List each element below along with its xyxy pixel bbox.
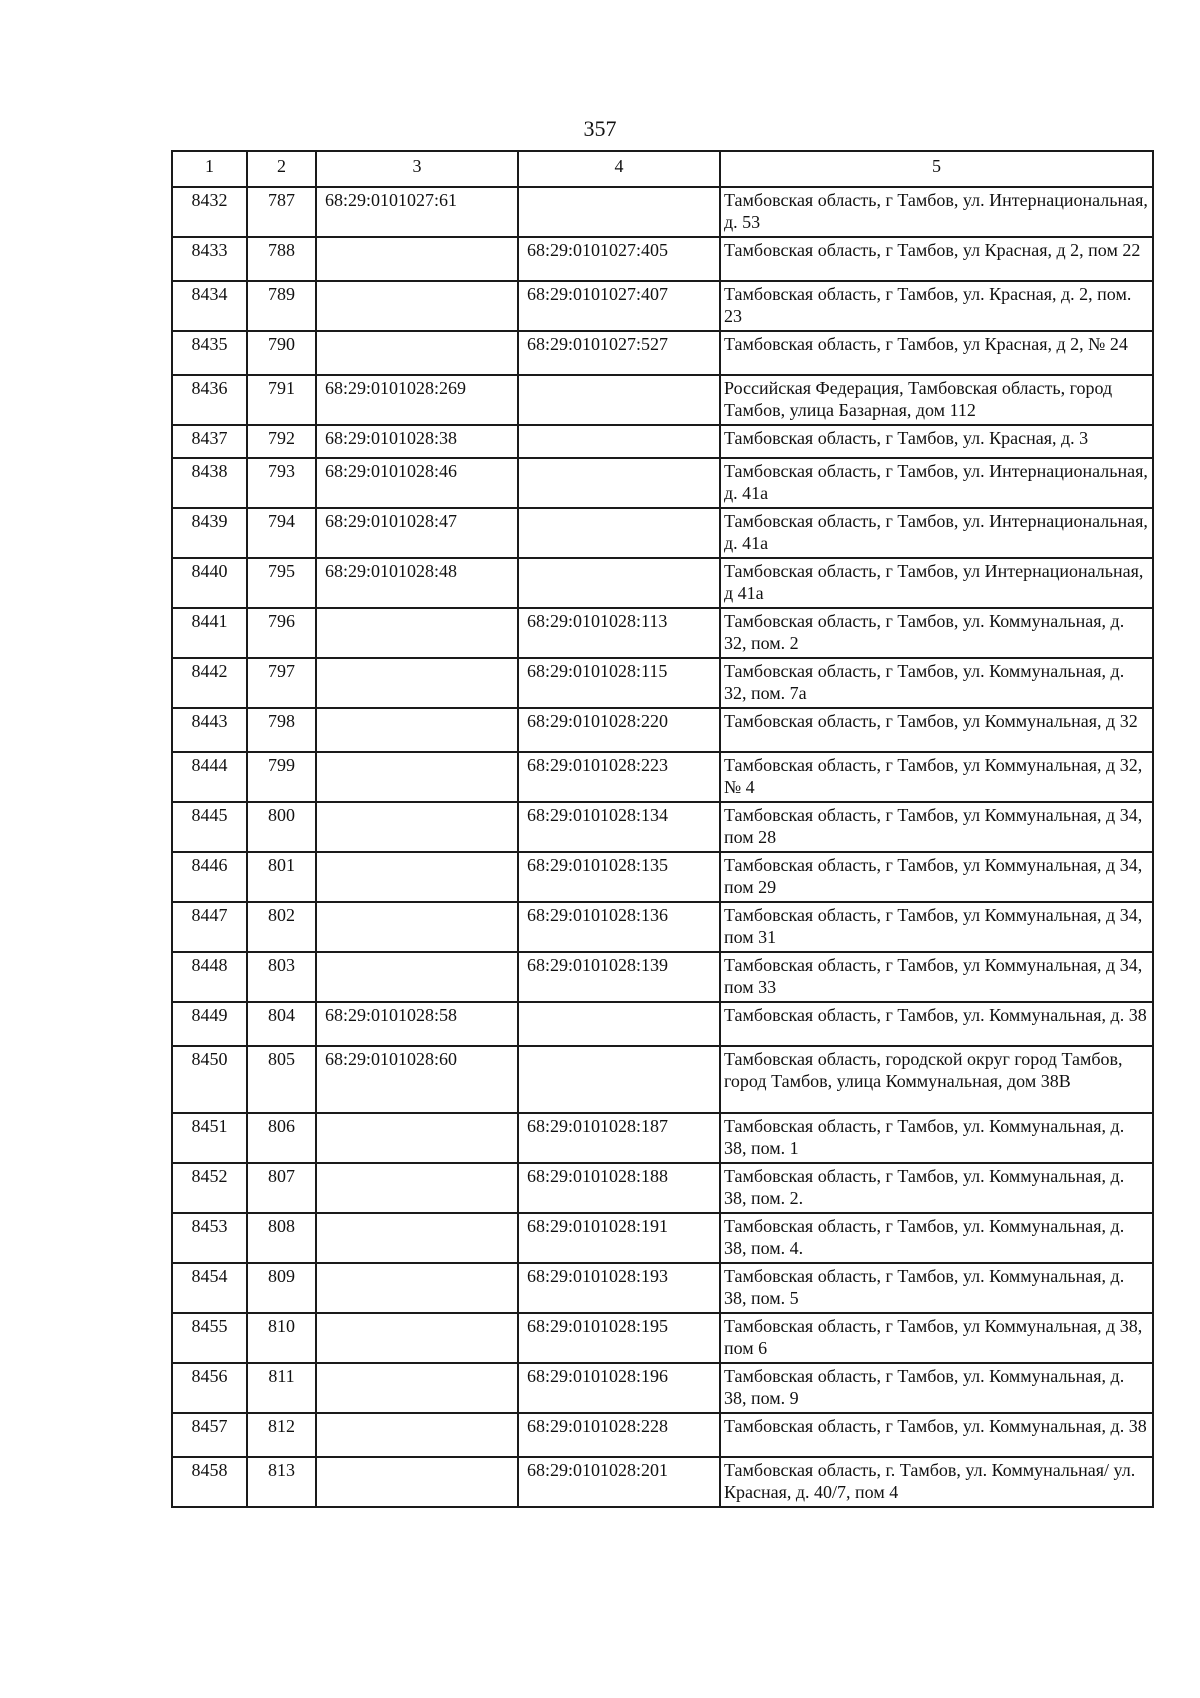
premises-cadastral-number-cell: 68:29:0101028:191 bbox=[518, 1213, 720, 1263]
row-number-cell: 8437 bbox=[172, 425, 247, 458]
premises-cadastral-number-cell bbox=[518, 1002, 720, 1046]
cadastral-number-cell bbox=[316, 1363, 518, 1413]
row-number-cell: 8457 bbox=[172, 1413, 247, 1457]
table-row bbox=[172, 1046, 1153, 1113]
address-cell: Тамбовская область, г Тамбов, ул. Коммунальная, д. 32, пом. 2 bbox=[720, 608, 1153, 658]
row-number-cell: 8451 bbox=[172, 1113, 247, 1163]
row-number-cell: 8443 bbox=[172, 708, 247, 752]
premises-cadastral-number-cell: 68:29:0101027:527 bbox=[518, 331, 720, 375]
premises-cadastral-number-cell: 68:29:0101028:193 bbox=[518, 1263, 720, 1313]
cadastral-number-cell bbox=[316, 281, 518, 331]
column-header: 5 bbox=[720, 151, 1153, 187]
row-number-cell: 8458 bbox=[172, 1457, 247, 1507]
address-cell: Тамбовская область, г Тамбов, ул Коммунальная, д 34, пом 33 bbox=[720, 952, 1153, 1002]
row-subnumber-cell: 788 bbox=[247, 237, 316, 281]
cadastral-number-cell: 68:29:0101028:46 bbox=[316, 458, 518, 508]
premises-cadastral-number-cell: 68:29:0101027:407 bbox=[518, 281, 720, 331]
table-row bbox=[172, 331, 1153, 375]
row-subnumber-cell: 812 bbox=[247, 1413, 316, 1457]
table-row bbox=[172, 852, 1153, 902]
address-cell: Тамбовская область, г Тамбов, ул. Коммунальная, д. 32, пом. 7а bbox=[720, 658, 1153, 708]
row-number-cell: 8446 bbox=[172, 852, 247, 902]
column-header: 3 bbox=[316, 151, 518, 187]
row-subnumber-cell: 806 bbox=[247, 1113, 316, 1163]
table-row bbox=[172, 902, 1153, 952]
cadastral-number-cell bbox=[316, 237, 518, 281]
row-subnumber-cell: 796 bbox=[247, 608, 316, 658]
row-subnumber-cell: 793 bbox=[247, 458, 316, 508]
row-subnumber-cell: 811 bbox=[247, 1363, 316, 1413]
row-subnumber-cell: 809 bbox=[247, 1263, 316, 1313]
table-row bbox=[172, 608, 1153, 658]
address-cell: Тамбовская область, г Тамбов, ул. Красная, д. 3 bbox=[720, 425, 1153, 458]
address-cell: Тамбовская область, г Тамбов, ул. Интернациональная, д. 41а bbox=[720, 458, 1153, 508]
cadastral-number-cell bbox=[316, 1113, 518, 1163]
row-subnumber-cell: 794 bbox=[247, 508, 316, 558]
address-cell: Тамбовская область, г. Тамбов, ул. Коммунальная/ ул. Красная, д. 40/7, пом 4 bbox=[720, 1457, 1153, 1507]
table-row bbox=[172, 1457, 1153, 1507]
premises-cadastral-number-cell: 68:29:0101028:187 bbox=[518, 1113, 720, 1163]
address-cell: Тамбовская область, г Тамбов, ул Коммунальная, д 32, № 4 bbox=[720, 752, 1153, 802]
address-cell: Тамбовская область, г Тамбов, ул Коммунальная, д 34, пом 28 bbox=[720, 802, 1153, 852]
address-cell: Тамбовская область, г Тамбов, ул. Красная, д. 2, пом. 23 bbox=[720, 281, 1153, 331]
premises-cadastral-number-cell: 68:29:0101028:223 bbox=[518, 752, 720, 802]
table-row bbox=[172, 1002, 1153, 1046]
row-number-cell: 8450 bbox=[172, 1046, 247, 1113]
table-row bbox=[172, 508, 1153, 558]
cadastral-number-cell bbox=[316, 1457, 518, 1507]
table-row bbox=[172, 187, 1153, 237]
row-number-cell: 8456 bbox=[172, 1363, 247, 1413]
address-cell: Тамбовская область, г Тамбов, ул. Интернациональная, д. 53 bbox=[720, 187, 1153, 237]
row-number-cell: 8447 bbox=[172, 902, 247, 952]
address-cell: Тамбовская область, г Тамбов, ул. Коммунальная, д. 38, пом. 5 bbox=[720, 1263, 1153, 1313]
row-number-cell: 8438 bbox=[172, 458, 247, 508]
premises-cadastral-number-cell: 68:29:0101028:228 bbox=[518, 1413, 720, 1457]
address-cell: Тамбовская область, г Тамбов, ул Красная, д 2, № 24 bbox=[720, 331, 1153, 375]
row-subnumber-cell: 805 bbox=[247, 1046, 316, 1113]
column-header: 1 bbox=[172, 151, 247, 187]
table-row bbox=[172, 375, 1153, 425]
address-cell: Тамбовская область, г Тамбов, ул. Коммунальная, д. 38, пом. 4. bbox=[720, 1213, 1153, 1263]
row-subnumber-cell: 797 bbox=[247, 658, 316, 708]
table-body bbox=[172, 187, 1153, 1507]
premises-cadastral-number-cell bbox=[518, 458, 720, 508]
cadastral-number-cell: 68:29:0101028:60 bbox=[316, 1046, 518, 1113]
address-cell: Тамбовская область, г Тамбов, ул. Интернациональная, д. 41а bbox=[720, 508, 1153, 558]
cadastral-number-cell: 68:29:0101028:269 bbox=[316, 375, 518, 425]
table-row bbox=[172, 802, 1153, 852]
cadastral-number-cell: 68:29:0101027:61 bbox=[316, 187, 518, 237]
cadastral-number-cell bbox=[316, 852, 518, 902]
row-subnumber-cell: 813 bbox=[247, 1457, 316, 1507]
row-subnumber-cell: 802 bbox=[247, 902, 316, 952]
row-subnumber-cell: 800 bbox=[247, 802, 316, 852]
premises-cadastral-number-cell: 68:29:0101028:201 bbox=[518, 1457, 720, 1507]
cadastral-number-cell: 68:29:0101028:48 bbox=[316, 558, 518, 608]
page-number: 357 bbox=[583, 116, 617, 141]
cadastral-number-cell: 68:29:0101028:58 bbox=[316, 1002, 518, 1046]
premises-cadastral-number-cell: 68:29:0101028:135 bbox=[518, 852, 720, 902]
address-cell: Тамбовская область, г Тамбов, ул Коммунальная, д 32 bbox=[720, 708, 1153, 752]
premises-cadastral-number-cell bbox=[518, 558, 720, 608]
premises-cadastral-number-cell: 68:29:0101028:196 bbox=[518, 1363, 720, 1413]
table-row bbox=[172, 237, 1153, 281]
premises-cadastral-number-cell: 68:29:0101028:139 bbox=[518, 952, 720, 1002]
row-subnumber-cell: 803 bbox=[247, 952, 316, 1002]
address-cell: Российская Федерация, Тамбовская область, город Тамбов, улица Базарная, дом 112 bbox=[720, 375, 1153, 425]
table-row bbox=[172, 1263, 1153, 1313]
cadastral-number-cell bbox=[316, 1163, 518, 1213]
row-subnumber-cell: 810 bbox=[247, 1313, 316, 1363]
row-number-cell: 8439 bbox=[172, 508, 247, 558]
address-cell: Тамбовская область, городской округ город Тамбов, город Тамбов, улица Коммунальная, дом 38В bbox=[720, 1046, 1153, 1113]
cadastral-number-cell bbox=[316, 608, 518, 658]
address-cell: Тамбовская область, г Тамбов, ул Коммунальная, д 38, пом 6 bbox=[720, 1313, 1153, 1363]
column-header: 4 bbox=[518, 151, 720, 187]
table-row bbox=[172, 1363, 1153, 1413]
table-row bbox=[172, 281, 1153, 331]
premises-cadastral-number-cell: 68:29:0101028:115 bbox=[518, 658, 720, 708]
row-subnumber-cell: 789 bbox=[247, 281, 316, 331]
row-subnumber-cell: 790 bbox=[247, 331, 316, 375]
premises-cadastral-number-cell: 68:29:0101028:188 bbox=[518, 1163, 720, 1213]
table-row bbox=[172, 458, 1153, 508]
address-cell: Тамбовская область, г Тамбов, ул. Коммунальная, д. 38 bbox=[720, 1002, 1153, 1046]
premises-cadastral-number-cell: 68:29:0101028:136 bbox=[518, 902, 720, 952]
row-subnumber-cell: 798 bbox=[247, 708, 316, 752]
address-cell: Тамбовская область, г Тамбов, ул. Коммунальная, д. 38, пом. 2. bbox=[720, 1163, 1153, 1213]
premises-cadastral-number-cell bbox=[518, 1046, 720, 1113]
row-subnumber-cell: 799 bbox=[247, 752, 316, 802]
address-cell: Тамбовская область, г Тамбов, ул Красная, д 2, пом 22 bbox=[720, 237, 1153, 281]
row-subnumber-cell: 791 bbox=[247, 375, 316, 425]
table-row bbox=[172, 558, 1153, 608]
row-number-cell: 8435 bbox=[172, 331, 247, 375]
cadastral-number-cell bbox=[316, 708, 518, 752]
column-header: 2 bbox=[247, 151, 316, 187]
row-number-cell: 8454 bbox=[172, 1263, 247, 1313]
table-row bbox=[172, 1413, 1153, 1457]
table-row bbox=[172, 708, 1153, 752]
table-row bbox=[172, 425, 1153, 458]
row-number-cell: 8442 bbox=[172, 658, 247, 708]
row-number-cell: 8440 bbox=[172, 558, 247, 608]
premises-cadastral-number-cell: 68:29:0101028:113 bbox=[518, 608, 720, 658]
cadastral-number-cell bbox=[316, 1263, 518, 1313]
row-number-cell: 8433 bbox=[172, 237, 247, 281]
table-row bbox=[172, 1113, 1153, 1163]
premises-cadastral-number-cell bbox=[518, 375, 720, 425]
table-row bbox=[172, 752, 1153, 802]
table-row bbox=[172, 1313, 1153, 1363]
address-cell: Тамбовская область, г Тамбов, ул Коммунальная, д 34, пом 29 bbox=[720, 852, 1153, 902]
row-number-cell: 8432 bbox=[172, 187, 247, 237]
table-header-row bbox=[172, 151, 1153, 187]
row-number-cell: 8453 bbox=[172, 1213, 247, 1263]
premises-cadastral-number-cell bbox=[518, 187, 720, 237]
premises-cadastral-number-cell: 68:29:0101027:405 bbox=[518, 237, 720, 281]
row-subnumber-cell: 801 bbox=[247, 852, 316, 902]
table-row bbox=[172, 1213, 1153, 1263]
table-row bbox=[172, 1163, 1153, 1213]
cadastral-number-cell bbox=[316, 1313, 518, 1363]
address-cell: Тамбовская область, г Тамбов, ул. Коммунальная, д. 38, пом. 9 bbox=[720, 1363, 1153, 1413]
premises-cadastral-number-cell: 68:29:0101028:195 bbox=[518, 1313, 720, 1363]
row-subnumber-cell: 792 bbox=[247, 425, 316, 458]
row-subnumber-cell: 804 bbox=[247, 1002, 316, 1046]
row-number-cell: 8449 bbox=[172, 1002, 247, 1046]
row-subnumber-cell: 787 bbox=[247, 187, 316, 237]
address-cell: Тамбовская область, г Тамбов, ул. Коммунальная, д. 38 bbox=[720, 1413, 1153, 1457]
premises-cadastral-number-cell bbox=[518, 508, 720, 558]
premises-cadastral-number-cell bbox=[518, 425, 720, 458]
cadastral-number-cell bbox=[316, 658, 518, 708]
premises-cadastral-number-cell: 68:29:0101028:134 bbox=[518, 802, 720, 852]
address-cell: Тамбовская область, г Тамбов, ул Интернациональная, д 41а bbox=[720, 558, 1153, 608]
premises-cadastral-number-cell: 68:29:0101028:220 bbox=[518, 708, 720, 752]
property-registry-table bbox=[171, 150, 1154, 1508]
row-subnumber-cell: 807 bbox=[247, 1163, 316, 1213]
row-number-cell: 8441 bbox=[172, 608, 247, 658]
row-number-cell: 8452 bbox=[172, 1163, 247, 1213]
row-number-cell: 8448 bbox=[172, 952, 247, 1002]
cadastral-number-cell bbox=[316, 331, 518, 375]
cadastral-number-cell bbox=[316, 752, 518, 802]
row-number-cell: 8436 bbox=[172, 375, 247, 425]
cadastral-number-cell bbox=[316, 1413, 518, 1457]
cadastral-number-cell bbox=[316, 952, 518, 1002]
row-number-cell: 8444 bbox=[172, 752, 247, 802]
cadastral-number-cell bbox=[316, 902, 518, 952]
address-cell: Тамбовская область, г Тамбов, ул. Коммунальная, д. 38, пом. 1 bbox=[720, 1113, 1153, 1163]
row-number-cell: 8445 bbox=[172, 802, 247, 852]
cadastral-number-cell: 68:29:0101028:47 bbox=[316, 508, 518, 558]
row-number-cell: 8455 bbox=[172, 1313, 247, 1363]
address-cell: Тамбовская область, г Тамбов, ул Коммунальная, д 34, пом 31 bbox=[720, 902, 1153, 952]
cadastral-number-cell bbox=[316, 802, 518, 852]
table-row bbox=[172, 658, 1153, 708]
row-subnumber-cell: 795 bbox=[247, 558, 316, 608]
row-number-cell: 8434 bbox=[172, 281, 247, 331]
cadastral-number-cell: 68:29:0101028:38 bbox=[316, 425, 518, 458]
table-row bbox=[172, 952, 1153, 1002]
cadastral-number-cell bbox=[316, 1213, 518, 1263]
row-subnumber-cell: 808 bbox=[247, 1213, 316, 1263]
